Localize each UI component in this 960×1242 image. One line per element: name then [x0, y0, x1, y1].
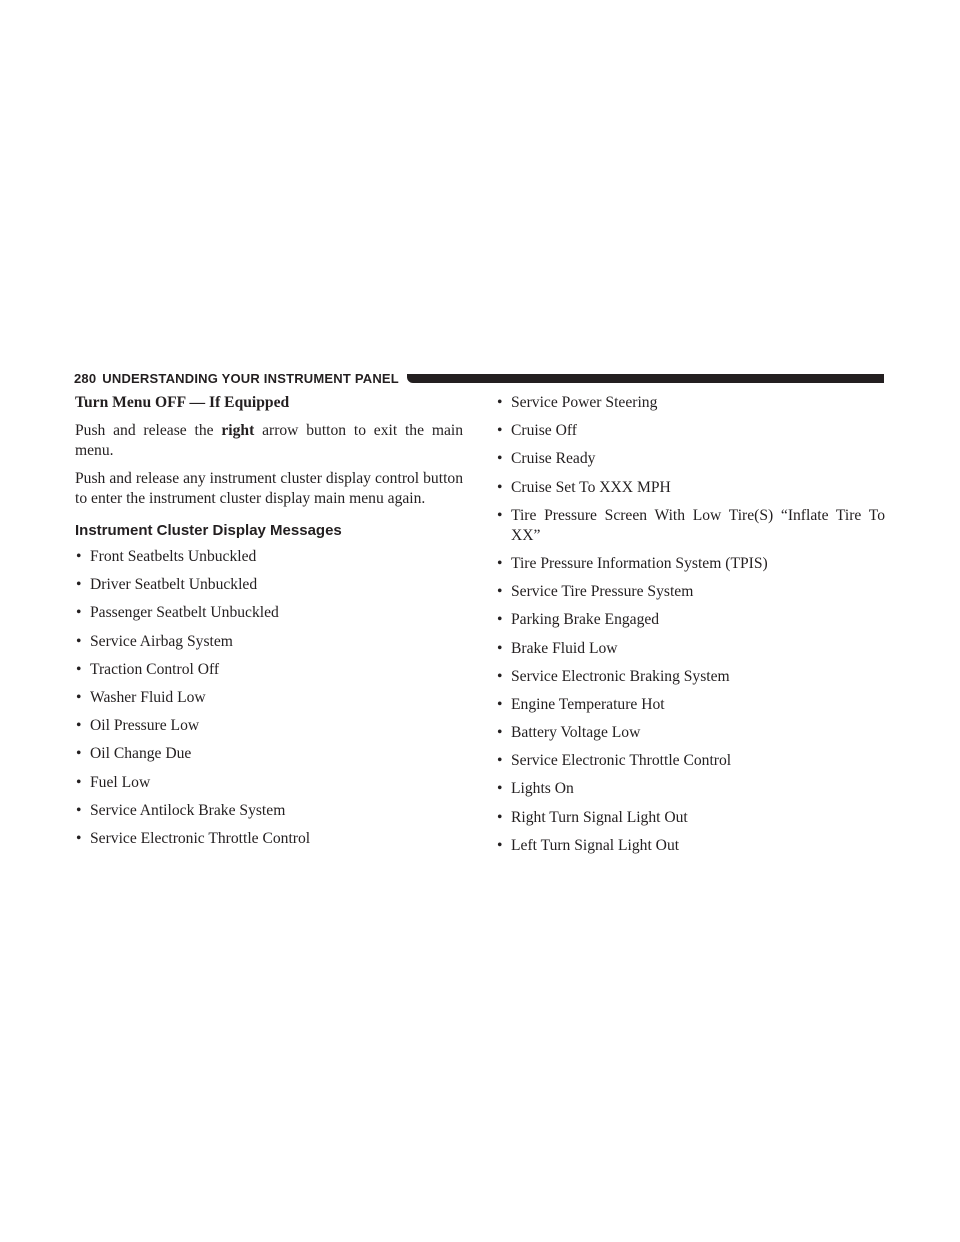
- list-item: • Parking Brake Engaged: [496, 610, 885, 630]
- list-item: • Brake Fluid Low: [496, 639, 885, 659]
- list-item: • Service Electronic Throttle Control: [75, 829, 463, 849]
- list-item: • Left Turn Signal Light Out: [496, 836, 885, 856]
- right-message-list: [496, 393, 885, 856]
- list-item: • Cruise Off: [496, 421, 885, 441]
- left-column: [75, 393, 463, 857]
- list-item: • Oil Change Due: [75, 744, 463, 764]
- list-item: • Service Electronic Braking System: [496, 667, 885, 687]
- list-item: • Tire Pressure Screen With Low Tire(S) “Inflate Tire To XX”: [496, 506, 885, 546]
- list-item: • Service Antilock Brake System: [75, 801, 463, 821]
- enter-menu-paragraph: Push and release any instrument cluster display control button to enter the instrument cluster display main menu again.: [75, 470, 463, 507]
- list-item: • Cruise Set To XXX MPH: [496, 478, 885, 498]
- list-item: • Front Seatbelts Unbuckled: [75, 547, 463, 567]
- list-item: • Driver Seatbelt Unbuckled: [75, 575, 463, 595]
- section-title: UNDERSTANDING YOUR INSTRUMENT PANEL: [102, 370, 399, 386]
- list-item: • Fuel Low: [75, 773, 463, 793]
- page-number: 280: [74, 370, 97, 386]
- para-text-before: Push and release the: [75, 422, 222, 439]
- display-messages-heading: Instrument Cluster Display Messages: [75, 522, 342, 539]
- list-item: • Lights On: [496, 779, 885, 799]
- left-message-list: [75, 547, 463, 849]
- list-item: • Tire Pressure Information System (TPIS): [496, 554, 885, 574]
- page-header: [74, 370, 884, 386]
- list-item: • Service Power Steering: [496, 393, 885, 413]
- turn-menu-off-heading: Turn Menu OFF — If Equipped: [75, 394, 290, 411]
- list-item: • Cruise Ready: [496, 449, 885, 469]
- para-bold-right: right: [221, 422, 255, 439]
- list-item: • Battery Voltage Low: [496, 723, 885, 743]
- list-item: • Service Tire Pressure System: [496, 582, 885, 602]
- list-item: • Passenger Seatbelt Unbuckled: [75, 603, 463, 623]
- list-item: • Service Airbag System: [75, 632, 463, 652]
- exit-menu-paragraph: [75, 421, 463, 461]
- list-item: • Service Electronic Throttle Control: [496, 751, 885, 771]
- list-item: • Right Turn Signal Light Out: [496, 808, 885, 828]
- list-item: • Engine Temperature Hot: [496, 695, 885, 715]
- list-item: • Oil Pressure Low: [75, 716, 463, 736]
- right-column: [496, 393, 885, 864]
- list-item: • Traction Control Off: [75, 660, 463, 680]
- para-text-after: arrow button to exit the main menu.: [75, 422, 463, 459]
- list-item: • Washer Fluid Low: [75, 688, 463, 708]
- header-rule: [407, 374, 884, 383]
